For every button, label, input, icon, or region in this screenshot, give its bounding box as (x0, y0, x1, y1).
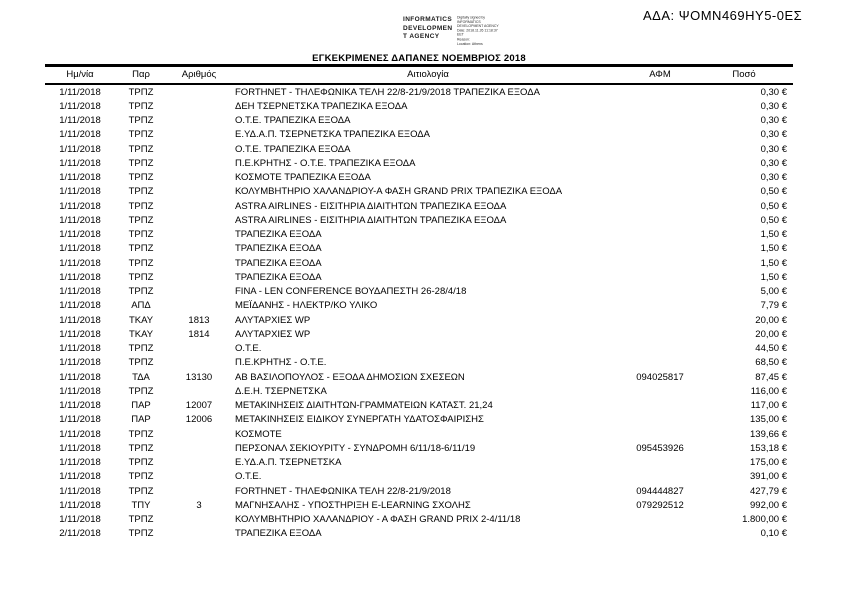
table-row (45, 498, 793, 512)
cell-par: ΤΡΠΖ (128, 357, 154, 369)
cell-par: ΠΑΡ (131, 400, 151, 412)
cell-par: ΤΡΠΖ (128, 243, 154, 255)
cell-par: ΤΡΠΖ (128, 115, 154, 127)
cell-date: 1/11/2018 (59, 86, 101, 98)
cell-desc: FORTHNET - ΤΗΛΕΦΩΝΙΚΑ ΤΕΛΗ 22/8-21/9/2018 ΤΡΑΠΕΖΙΚΑ ΕΞΟΔΑ (235, 86, 540, 98)
cell-afm: 094025817 (636, 371, 684, 383)
cell-par: ΤΡΠΖ (128, 100, 154, 112)
cell-date: 1/11/2018 (59, 514, 101, 526)
cell-desc: ΜΕΤΑΚΙΝΗΣΕΙΣ ΕΙΔΙΚΟΥ ΣΥΝΕΡΓΑΤΗ ΥΔΑΤΟΣΦΑΙΡΙΣΗΣ (235, 414, 484, 426)
col-header-description: Αιτιολογία (407, 69, 449, 80)
cell-desc: ΚΟΣΜΟΤΕ (235, 428, 282, 440)
col-header-number: Αριθμός (181, 69, 217, 80)
cell-par: ΑΠΔ (131, 300, 151, 312)
cell-par: ΤΡΠΖ (128, 471, 154, 483)
cell-par: ΠΑΡ (131, 414, 151, 426)
cell-desc: FINA - LEN CONFERENCE ΒΟΥΔΑΠΕΣΤΗ 26-28/4/18 (235, 286, 467, 298)
cell-date: 1/11/2018 (59, 271, 101, 283)
stamp-signature-details (457, 16, 527, 47)
cell-date: 1/11/2018 (59, 286, 101, 298)
cell-amount: 427,79 € (750, 485, 787, 497)
cell-par: ΤΡΠΖ (128, 286, 154, 298)
table-row (45, 85, 793, 99)
cell-desc: ΤΡΑΠΕΖΙΚΑ ΕΞΟΔΑ (235, 271, 322, 283)
cell-par: ΤΡΠΖ (128, 457, 154, 469)
table-body (45, 85, 793, 541)
cell-par: ΤΡΠΖ (128, 428, 154, 440)
table-row (45, 256, 793, 270)
table-row (45, 270, 793, 284)
cell-amount: 992,00 € (750, 499, 787, 511)
cell-amount: 1,50 € (760, 243, 787, 255)
document-title: ΕΓΚΕΚΡΙΜΕΝΕΣ ΔΑΠΑΝΕΣ ΝΟΕΜΒΡΙΟΣ 2018 (312, 53, 526, 64)
cell-date: 1/11/2018 (59, 457, 101, 469)
cell-amount: 0,50 € (760, 214, 787, 226)
cell-desc: ΠΕΡΣΟΝΑΛ ΣΕΚΙΟΥΡΙΤΥ - ΣΥΝΔΡΟΜΗ 6/11/18-6/11/19 (235, 442, 476, 454)
table-row (45, 114, 793, 128)
table-row (45, 171, 793, 185)
cell-date: 1/11/2018 (59, 357, 101, 369)
cell-date: 1/11/2018 (59, 143, 101, 155)
cell-par: ΤΡΠΖ (128, 157, 154, 169)
cell-date: 1/11/2018 (59, 371, 101, 383)
col-header-amount: Ποσό (732, 69, 756, 80)
cell-afm: 094444827 (636, 485, 684, 497)
cell-desc: ΤΡΑΠΕΖΙΚΑ ΕΞΟΔΑ (235, 229, 322, 241)
cell-par: ΤΡΠΖ (128, 271, 154, 283)
cell-amount: 20,00 € (755, 328, 787, 340)
cell-date: 1/11/2018 (59, 172, 101, 184)
cell-amount: 7,79 € (760, 300, 787, 312)
cell-par: ΤΡΠΖ (128, 172, 154, 184)
cell-date: 1/11/2018 (59, 314, 101, 326)
stamp-detail-line: EET (456, 33, 464, 38)
table-row (45, 413, 793, 427)
table-row (45, 513, 793, 527)
table-row (45, 242, 793, 256)
cell-par: ΤΡΠΖ (128, 143, 154, 155)
cell-amount: 20,00 € (755, 314, 787, 326)
stamp-detail-line: Reason: (456, 38, 470, 42)
cell-afm: 095453926 (636, 442, 684, 454)
cell-desc: ΜΕΤΑΚΙΝΗΣΕΙΣ ΔΙΑΙΤΗΤΩΝ-ΓΡΑΜΜΑΤΕΙΩΝ ΚΑΤΑΣΤ. 21,24 (235, 400, 493, 412)
table-header-row (45, 67, 793, 83)
cell-desc: ΤΡΑΠΕΖΙΚΑ ΕΞΟΔΑ (235, 528, 322, 540)
col-header-par: Παρ (132, 69, 150, 80)
cell-date: 1/11/2018 (59, 328, 101, 340)
table-row (45, 356, 793, 370)
cell-amount: 44,50 € (755, 343, 787, 355)
cell-date: 1/11/2018 (59, 229, 101, 241)
cell-amount: 135,00 € (750, 414, 787, 426)
cell-par: ΤΡΠΖ (128, 229, 154, 241)
ada-code: ΑΔΑ: ΨΟΜΝ469ΗΥ5-0ΕΣ (643, 8, 803, 23)
cell-desc: ΑΛΥΤΑΡΧΙΕΣ WP (235, 314, 311, 326)
cell-desc: Ε.ΥΔ.Α.Π. ΤΣΕΡΝΕΤΣΚΑ (235, 457, 342, 469)
cell-par: ΤΡΠΖ (128, 129, 154, 141)
cell-desc: ΜΑΓΝΗΣΑΛΗΣ - ΥΠΟΣΤΗΡΙΞΗ E-LEARNING ΣΧΟΛΗΣ (235, 499, 471, 511)
table-row (45, 399, 793, 413)
cell-par: ΤΡΠΖ (128, 200, 154, 212)
cell-desc: Π.Ε.ΚΡΗΤΗΣ - Ο.Τ.Ε. (235, 357, 327, 369)
cell-desc: ΑΒ ΒΑΣΙΛΟΠΟΥΛΟΣ - ΕΞΟΔΑ ΔΗΜΟΣΙΩΝ ΣΧΕΣΕΩΝ (235, 371, 465, 383)
table-row (45, 142, 793, 156)
cell-desc: Δ.Ε.Η. ΤΣΕΡΝΕΤΣΚΑ (235, 385, 327, 397)
cell-amount: 0,30 € (760, 143, 787, 155)
stamp-detail-line: Location: Athens (456, 42, 483, 46)
cell-par: ΤΚΑΥ (128, 328, 154, 340)
cell-desc: ASTRA AIRLINES - ΕΙΣΙΤΗΡΙΑ ΔΙΑΙΤΗΤΩΝ ΤΡΑΠΕΖΙΚΑ ΕΞΟΔΑ (235, 200, 507, 212)
cell-amount: 87,45 € (755, 371, 787, 383)
table-row (45, 327, 793, 341)
cell-desc: ΑΛΥΤΑΡΧΙΕΣ WP (235, 328, 311, 340)
cell-amount: 68,50 € (755, 357, 787, 369)
cell-desc: Ε.ΥΔ.Α.Π. ΤΣΕΡΝΕΤΣΚΑ ΤΡΑΠΕΖΙΚΑ ΕΞΟΔΑ (235, 129, 430, 141)
cell-desc: Ο.Τ.Ε. ΤΡΑΠΕΖΙΚΑ ΕΞΟΔΑ (235, 115, 351, 127)
cell-desc: FORTHNET - ΤΗΛΕΦΩΝΙΚΑ ΤΕΛΗ 22/8-21/9/2018 (235, 485, 451, 497)
cell-amount: 153,18 € (750, 442, 787, 454)
table-row (45, 456, 793, 470)
cell-date: 2/11/2018 (59, 528, 101, 540)
cell-par: ΤΡΠΖ (128, 385, 154, 397)
table-row (45, 213, 793, 227)
cell-date: 1/11/2018 (59, 428, 101, 440)
cell-desc: ASTRA AIRLINES - ΕΙΣΙΤΗΡΙΑ ΔΙΑΙΤΗΤΩΝ ΤΡΑΠΕΖΙΚΑ ΕΞΟΔΑ (235, 214, 507, 226)
cell-par: ΤΡΠΖ (128, 86, 154, 98)
table-row (45, 313, 793, 327)
table-row (45, 441, 793, 455)
cell-amount: 0,30 € (760, 100, 787, 112)
cell-date: 1/11/2018 (59, 100, 101, 112)
cell-num: 1813 (188, 314, 210, 326)
stamp-detail-line: Date: 2018.11.26 11:18:37 (456, 29, 498, 33)
cell-amount: 175,00 € (750, 457, 787, 469)
cell-par: ΤΡΠΖ (128, 214, 154, 226)
table-row (45, 199, 793, 213)
cell-desc: ΚΟΛΥΜΒΗΤΗΡΙΟ ΧΑΛΑΝΔΡΙΟΥ - Α ΦΑΣΗ GRAND PRIX 2-4/11/18 (235, 514, 521, 526)
cell-date: 1/11/2018 (59, 129, 101, 141)
cell-date: 1/11/2018 (59, 257, 101, 269)
cell-desc: Ο.Τ.Ε. (235, 471, 262, 483)
cell-amount: 1,50 € (760, 257, 787, 269)
cell-par: ΤΔΑ (132, 371, 150, 383)
cell-date: 1/11/2018 (59, 300, 101, 312)
cell-par: ΤΡΠΖ (128, 343, 154, 355)
cell-amount: 0,30 € (760, 86, 787, 98)
table-row (45, 299, 793, 313)
table-row (45, 99, 793, 113)
cell-amount: 1,50 € (760, 271, 787, 283)
table-row (45, 470, 793, 484)
table-row (45, 228, 793, 242)
cell-num: 1814 (188, 328, 210, 340)
cell-par: ΤΡΠΖ (128, 514, 154, 526)
cell-amount: 0,30 € (760, 115, 787, 127)
cell-par: ΤΡΠΖ (128, 442, 154, 454)
cell-par: ΤΡΠΖ (128, 257, 154, 269)
cell-desc: Ο.Τ.Ε. ΤΡΑΠΕΖΙΚΑ ΕΞΟΔΑ (235, 143, 351, 155)
table-row (45, 484, 793, 498)
cell-par: ΤΡΠΖ (128, 528, 154, 540)
cell-amount: 0,30 € (760, 157, 787, 169)
cell-amount: 117,00 € (750, 400, 787, 412)
cell-amount: 0,30 € (760, 172, 787, 184)
table-row (45, 156, 793, 170)
table-row (45, 527, 793, 541)
stamp-detail-line: DEVELOPMENT AGENCY (456, 24, 499, 29)
cell-date: 1/11/2018 (59, 186, 101, 198)
cell-date: 1/11/2018 (59, 115, 101, 127)
col-header-afm: ΑΦΜ (649, 69, 671, 80)
cell-desc: ΚΟΛΥΜΒΗΤΗΡΙΟ ΧΑΛΑΝΔΡΙΟΥ-Α ΦΑΣΗ GRAND PRIX ΤΡΑΠΕΖΙΚΑ ΕΞΟΔΑ (235, 186, 563, 198)
cell-desc: Ο.Τ.Ε. (235, 343, 262, 355)
cell-amount: 116,00 € (750, 385, 787, 397)
cell-date: 1/11/2018 (59, 442, 101, 454)
stamp-detail-line: INFORMATICS (456, 20, 481, 24)
cell-desc: ΤΡΑΠΕΖΙΚΑ ΕΞΟΔΑ (235, 243, 322, 255)
cell-num: 13130 (185, 371, 213, 383)
cell-num: 12007 (185, 400, 213, 412)
cell-afm: 079292512 (636, 499, 684, 511)
cell-par: ΤΠΥ (131, 499, 151, 511)
table-row (45, 128, 793, 142)
expenses-table (45, 64, 793, 541)
cell-num: 12006 (185, 414, 213, 426)
cell-date: 1/11/2018 (59, 157, 101, 169)
table-row (45, 370, 793, 384)
stamp-name-line: DEVELOPMEN (403, 24, 453, 32)
cell-amount: 1,50 € (760, 229, 787, 241)
stamp-name-line: INFORMATICS (403, 16, 453, 23)
cell-amount: 139,66 € (750, 428, 787, 440)
cell-date: 1/11/2018 (59, 343, 101, 355)
cell-date: 1/11/2018 (59, 400, 101, 412)
cell-date: 1/11/2018 (59, 200, 101, 212)
cell-amount: 0,30 € (760, 129, 787, 141)
cell-desc: ΜΕΪΔΑΝΗΣ - ΗΛΕΚΤΡ/ΚΟ ΥΛΙΚΟ (235, 300, 378, 312)
cell-amount: 5,00 € (760, 286, 787, 298)
cell-desc: ΤΡΑΠΕΖΙΚΑ ΕΞΟΔΑ (235, 257, 322, 269)
stamp-detail-line: Digitally signed by (456, 16, 485, 20)
cell-date: 1/11/2018 (59, 214, 101, 226)
cell-date: 1/11/2018 (59, 385, 101, 397)
cell-amount: 391,00 € (750, 471, 787, 483)
table-row (45, 384, 793, 398)
cell-par: ΤΚΑΥ (128, 314, 154, 326)
cell-desc: Π.Ε.ΚΡΗΤΗΣ - Ο.Τ.Ε. ΤΡΑΠΕΖΙΚΑ ΕΞΟΔΑ (235, 157, 416, 169)
table-row (45, 342, 793, 356)
table-row (45, 285, 793, 299)
table-row (45, 427, 793, 441)
cell-amount: 0,10 € (760, 528, 787, 540)
cell-par: ΤΡΠΖ (128, 186, 154, 198)
cell-par: ΤΡΠΖ (128, 485, 154, 497)
col-header-date: Ημ/νία (66, 69, 94, 80)
cell-amount: 1.800,00 € (742, 514, 787, 526)
stamp-name-line: T AGENCY (403, 33, 440, 40)
cell-amount: 0,50 € (760, 200, 787, 212)
cell-date: 1/11/2018 (59, 499, 101, 511)
cell-desc: ΚΟΣΜΟΤΕ ΤΡΑΠΕΖΙΚΑ ΕΞΟΔΑ (235, 172, 371, 184)
cell-date: 1/11/2018 (59, 243, 101, 255)
cell-desc: ΔΕΗ ΤΣΕΡΝΕΤΣΚΑ ΤΡΑΠΕΖΙΚΑ ΕΞΟΔΑ (235, 100, 408, 112)
cell-date: 1/11/2018 (59, 414, 101, 426)
cell-date: 1/11/2018 (59, 471, 101, 483)
cell-amount: 0,50 € (760, 186, 787, 198)
table-row (45, 185, 793, 199)
cell-num: 3 (196, 499, 202, 511)
cell-date: 1/11/2018 (59, 485, 101, 497)
